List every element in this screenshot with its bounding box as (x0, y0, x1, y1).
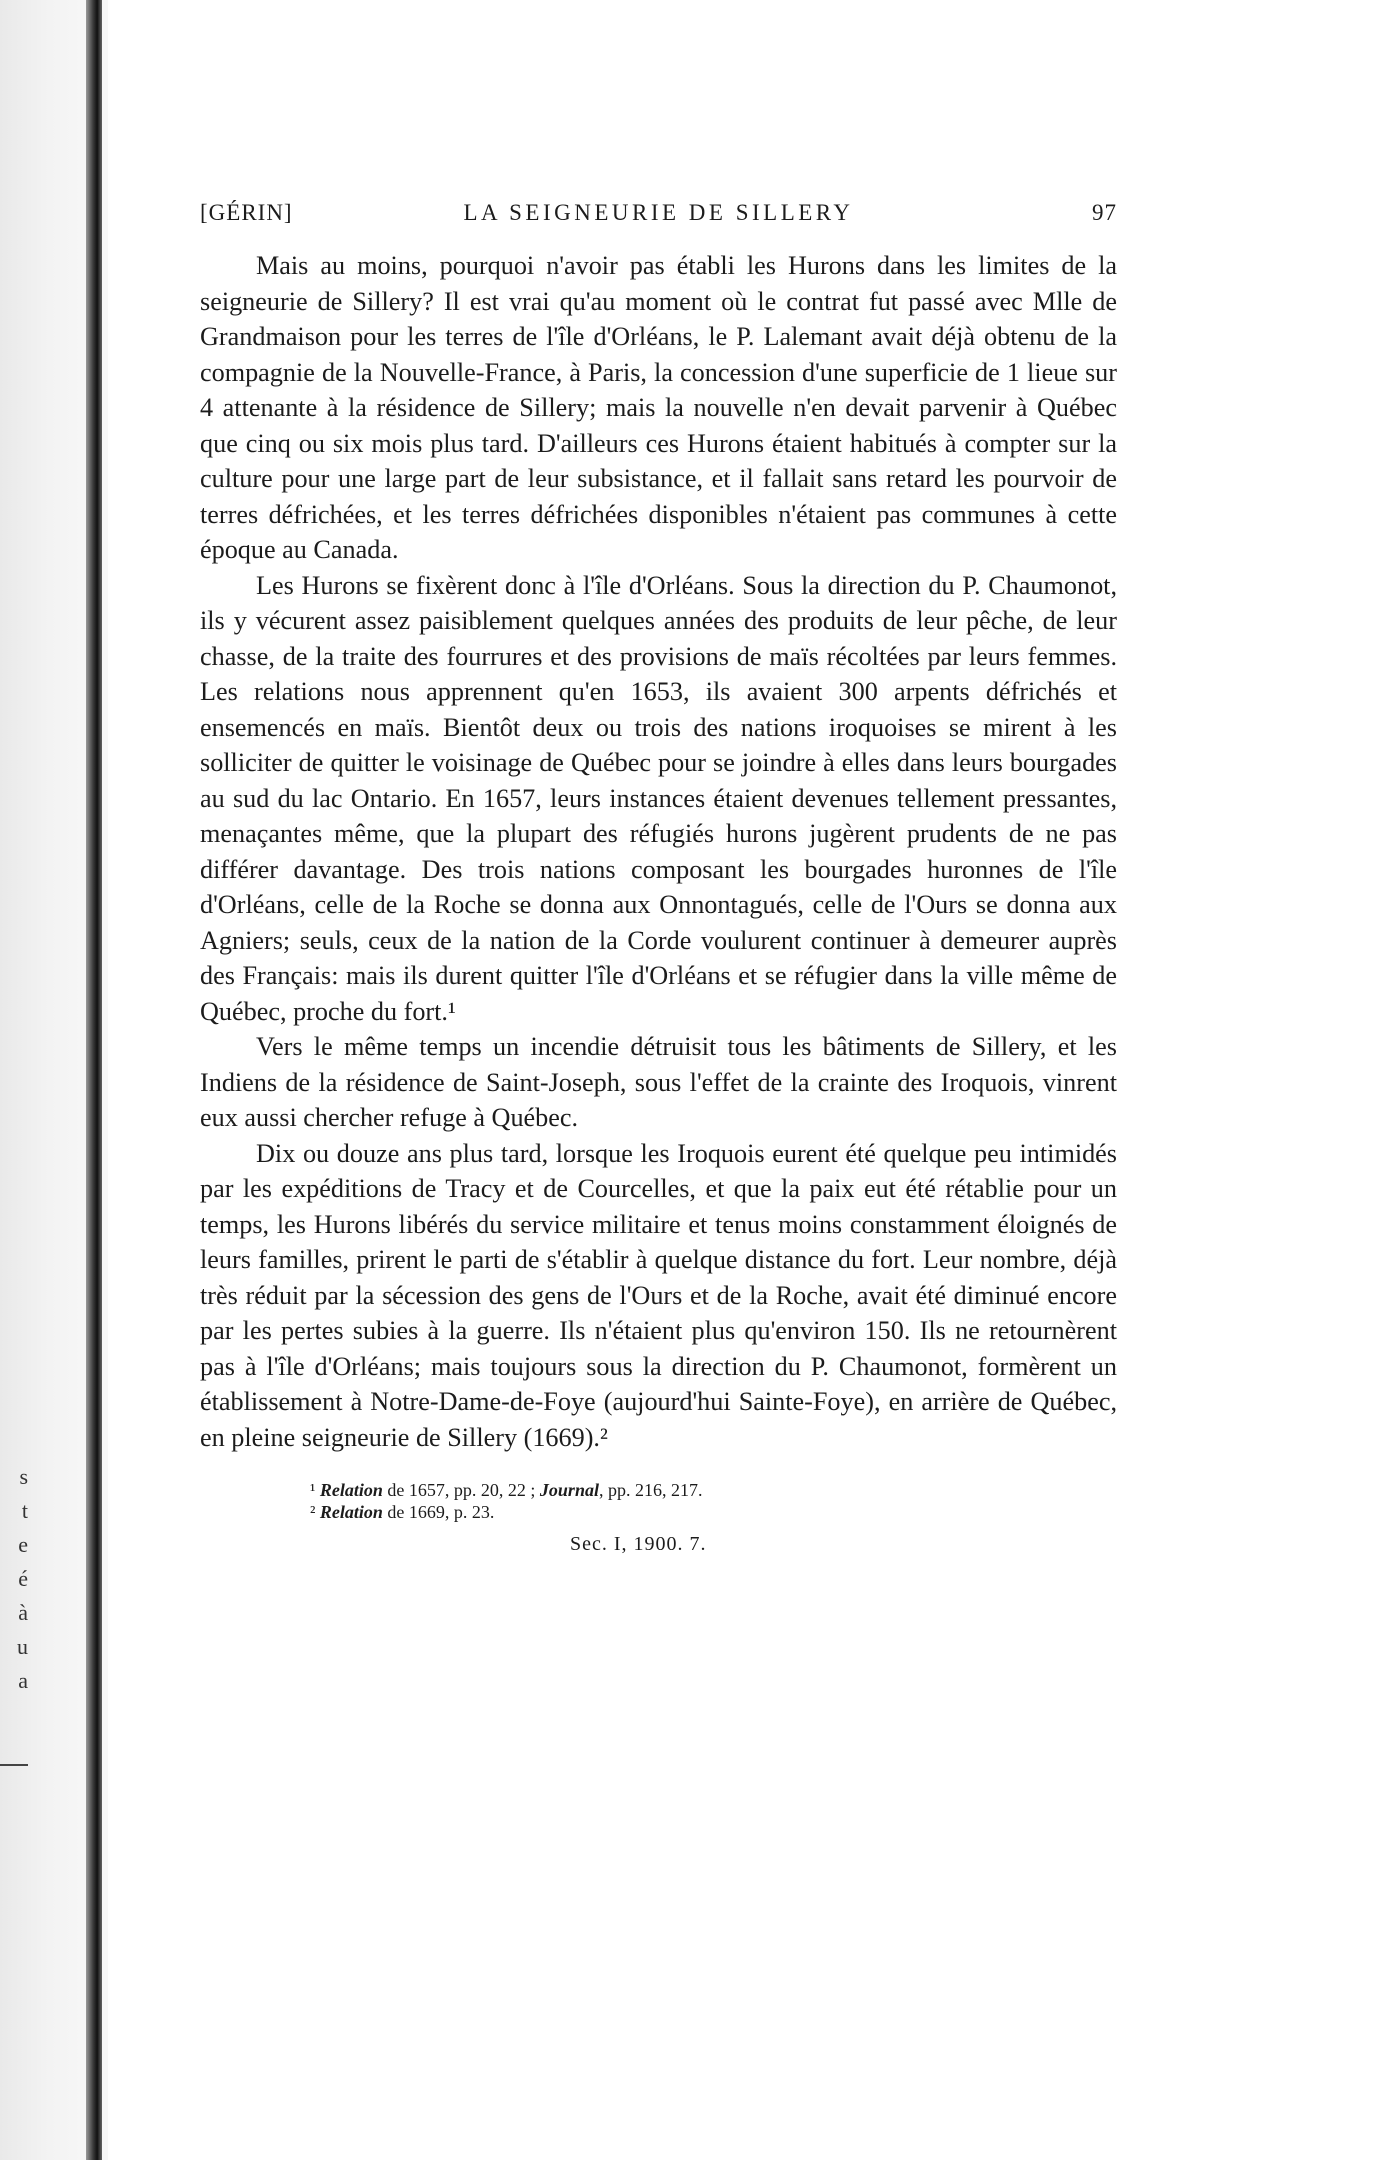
footnote-text: de 1669, p. 23. (382, 1502, 495, 1522)
page-number: 97 (1092, 200, 1117, 225)
footnote-mark: ¹ (310, 1480, 316, 1500)
left-fragment: t (21, 1498, 28, 1523)
left-fragment: s (19, 1464, 28, 1489)
footnote-source: Relation (319, 1480, 383, 1500)
left-fragment: u (17, 1634, 28, 1659)
left-fragment: é (18, 1566, 28, 1591)
footnotes (310, 1479, 1117, 1523)
header-author: [GÉRIN] (200, 200, 293, 225)
left-fragment: e (18, 1532, 28, 1557)
left-page-rule (0, 1764, 28, 1766)
book-page (200, 200, 1117, 1556)
footnote (310, 1479, 1117, 1501)
paragraph: Mais au moins, pourquoi n'avoir pas établi les Hurons dans les limites de la seigneurie de Sillery? Il est vrai qu'au moment où le contrat fut passé avec Mlle de Grandmaison pour les terres de l'île d'Orléans, le P. Lalemant avait déjà obtenu de la compagnie de la Nouvelle-France, à Paris, la concession d'une superficie de 1 lieue sur 4 attenante à la résidence de Sillery; mais la nouvelle n'en devait parvenir à Québec que cinq ou six mois plus tard. D'ailleurs ces Hurons étaient habitués à compter sur la culture pour une large part de leur subsistance, et il fallait sans retard les pourvoir de terres défrichées, et les terres défrichées disponibles n'étaient pas communes à cette époque au Canada. (200, 251, 1117, 564)
signature-mark: Sec. I, 1900. 7. (570, 1533, 707, 1555)
book-gutter (86, 0, 102, 2160)
footnote-source: Journal (539, 1480, 599, 1500)
footnote-text: , pp. 216, 217. (598, 1480, 703, 1500)
footnote-text: de 1657, pp. 20, 22 ; (382, 1480, 540, 1500)
left-fragment: à (18, 1600, 28, 1625)
footnote-mark: ² (310, 1502, 316, 1522)
footnote-source: Relation (319, 1502, 383, 1522)
paragraph: Les Hurons se fixèrent donc à l'île d'Orléans. Sous la direction du P. Chaumonot, ils y vécurent assez paisiblement quelques années des produits de leur pêche, de leur chasse, de la traite des fourrures et des provisions de maïs récoltées par leurs femmes. Les relations nous apprennent qu'en 1653, ils avaient 300 arpents défrichés et ensemencés en maïs. Bientôt deux ou trois des nations iroquoises se mirent à les solliciter de quitter le voisinage de Québec pour se joindre à elles dans leurs bourgades au sud du lac Ontario. En 1657, leurs instances étaient devenues tellement pressantes, menaçantes même, que la plupart des réfugiés hurons jugèrent prudents de ne pas différer davantage. Des trois nations composant les bourgades huronnes de l'île d'Orléans, celle de la Roche se donna aux Onnontagués, celle de l'Ours se donna aux Agniers; seuls, ceux de la nation de la Corde voulurent continuer à demeurer auprès des Français: mais ils durent quitter l'île d'Orléans et se réfugier dans la ville même de Québec, proche du fort.¹ (200, 570, 1117, 1026)
running-head (200, 200, 1117, 240)
footnote (310, 1501, 1117, 1523)
left-page-text-fragments (2, 1460, 28, 1698)
body-text (200, 248, 1117, 1455)
paragraph: Vers le même temps un incendie détruisit tous les bâtiments de Sillery, et les Indiens de la résidence de Saint-Joseph, sous l'effet de la crainte des Iroquois, vinrent eux aussi chercher refuge à Québec. (200, 1032, 1117, 1132)
header-title: LA SEIGNEURIE DE SILLERY (463, 200, 854, 225)
left-fragment: a (18, 1668, 28, 1693)
paragraph: Dix ou douze ans plus tard, lorsque les Iroquois eurent été quelque peu intimidés par les expéditions de Tracy et de Courcelles, et que la paix eut été rétablie pour un temps, les Hurons libérés du service militaire et tenus moins constamment éloignés de leurs familles, prirent le parti de s'établir à quelque distance du fort. Leur nombre, déjà très réduit par la sécession des gens de l'Ours et de la Roche, avait été diminué encore par les pertes subies à la guerre. Ils n'étaient plus qu'environ 150. Ils ne retournèrent pas à l'île d'Orléans; mais toujours sous la direction du P. Chaumonot, formèrent un établissement à Notre-Dame-de-Foye (aujourd'hui Sainte-Foye), en arrière de Québec, en pleine seigneurie de Sillery (1669).² (200, 1138, 1117, 1452)
